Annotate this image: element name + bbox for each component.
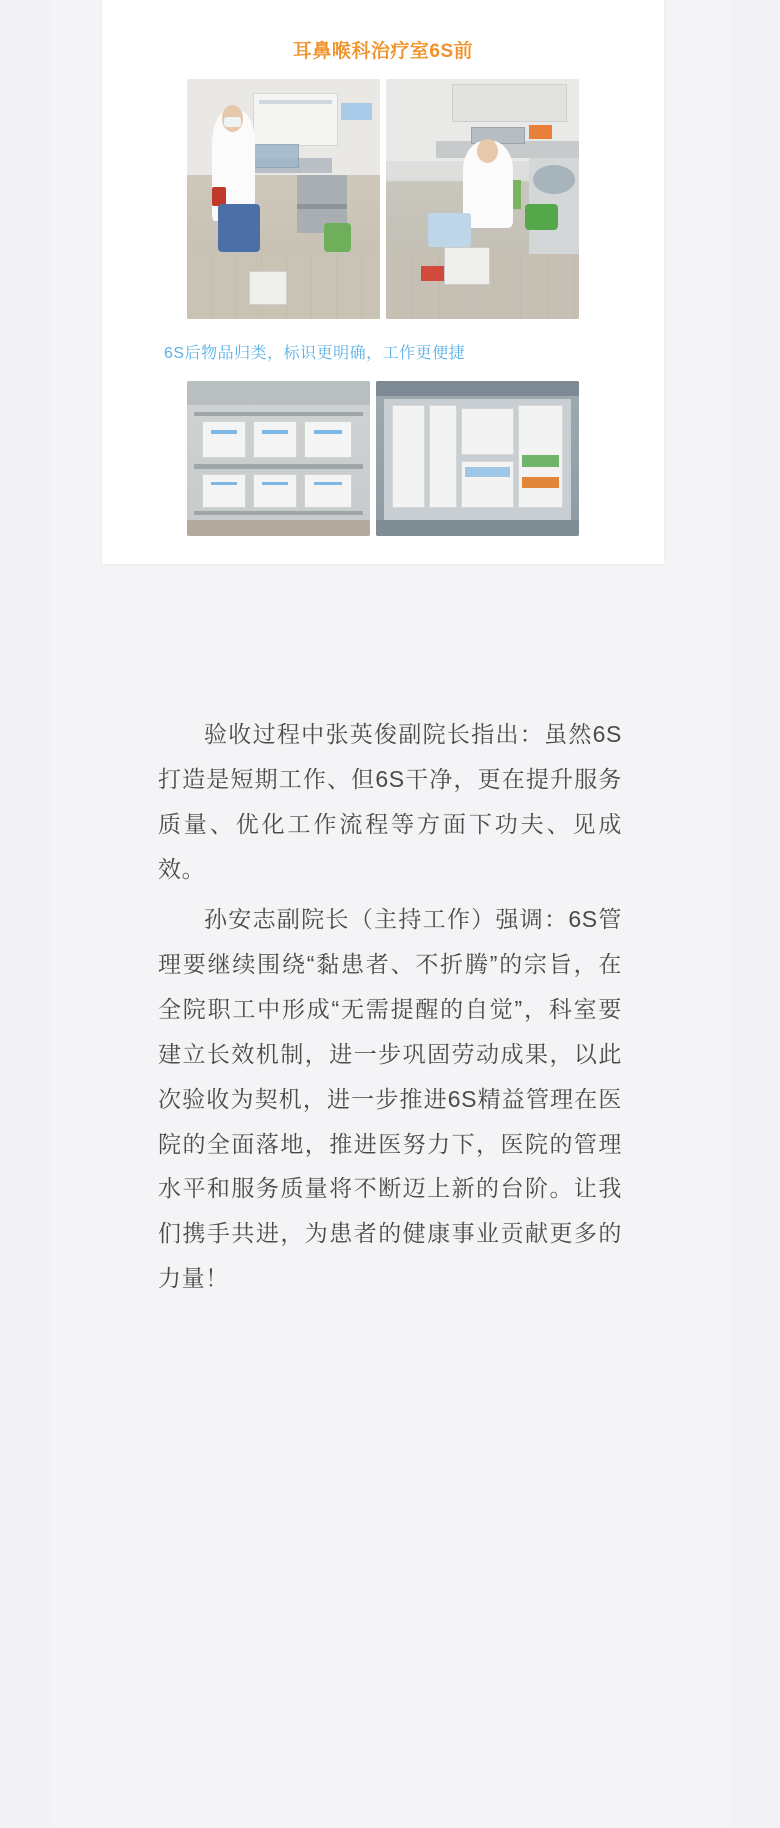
article-page bbox=[50, 0, 730, 1828]
paragraph: 验收过程中张英俊副院长指出：虽然6S打造是短期工作、但6S干净，更在提升服务质量、优化工作流程等方面下功夫、见成效。 bbox=[158, 721, 622, 882]
photo-before-right[interactable] bbox=[386, 79, 579, 319]
photo-card-caption: 6S后物品归类，标识更明确，工作更便捷 bbox=[164, 345, 466, 362]
photo-after-right[interactable] bbox=[376, 381, 579, 536]
after-photo-row bbox=[102, 381, 664, 536]
article-body bbox=[50, 712, 730, 1307]
photo-after-left[interactable] bbox=[187, 381, 370, 536]
before-photo-row bbox=[102, 79, 664, 319]
photo-card-title: 耳鼻喉科治疗室6S前 bbox=[292, 41, 474, 62]
paragraph: 孙安志副院长（主持工作）强调：6S管理要继续围绕“黏患者、不折腾”的宗旨，在全院职工中形成“无需提醒的自觉”，科室要建立长效机制，进一步巩固劳动成果，以此次验收为契机，进一步推进6S精益管理在医院的全面落地，推进医努力下，医院的管理水平和服务质量将不断迈上新的台阶。让我们携手共进，为患者的健康事业贡献更多的力量！ bbox=[158, 906, 622, 1292]
photo-before-left[interactable] bbox=[187, 79, 380, 319]
photo-card bbox=[102, 0, 664, 564]
